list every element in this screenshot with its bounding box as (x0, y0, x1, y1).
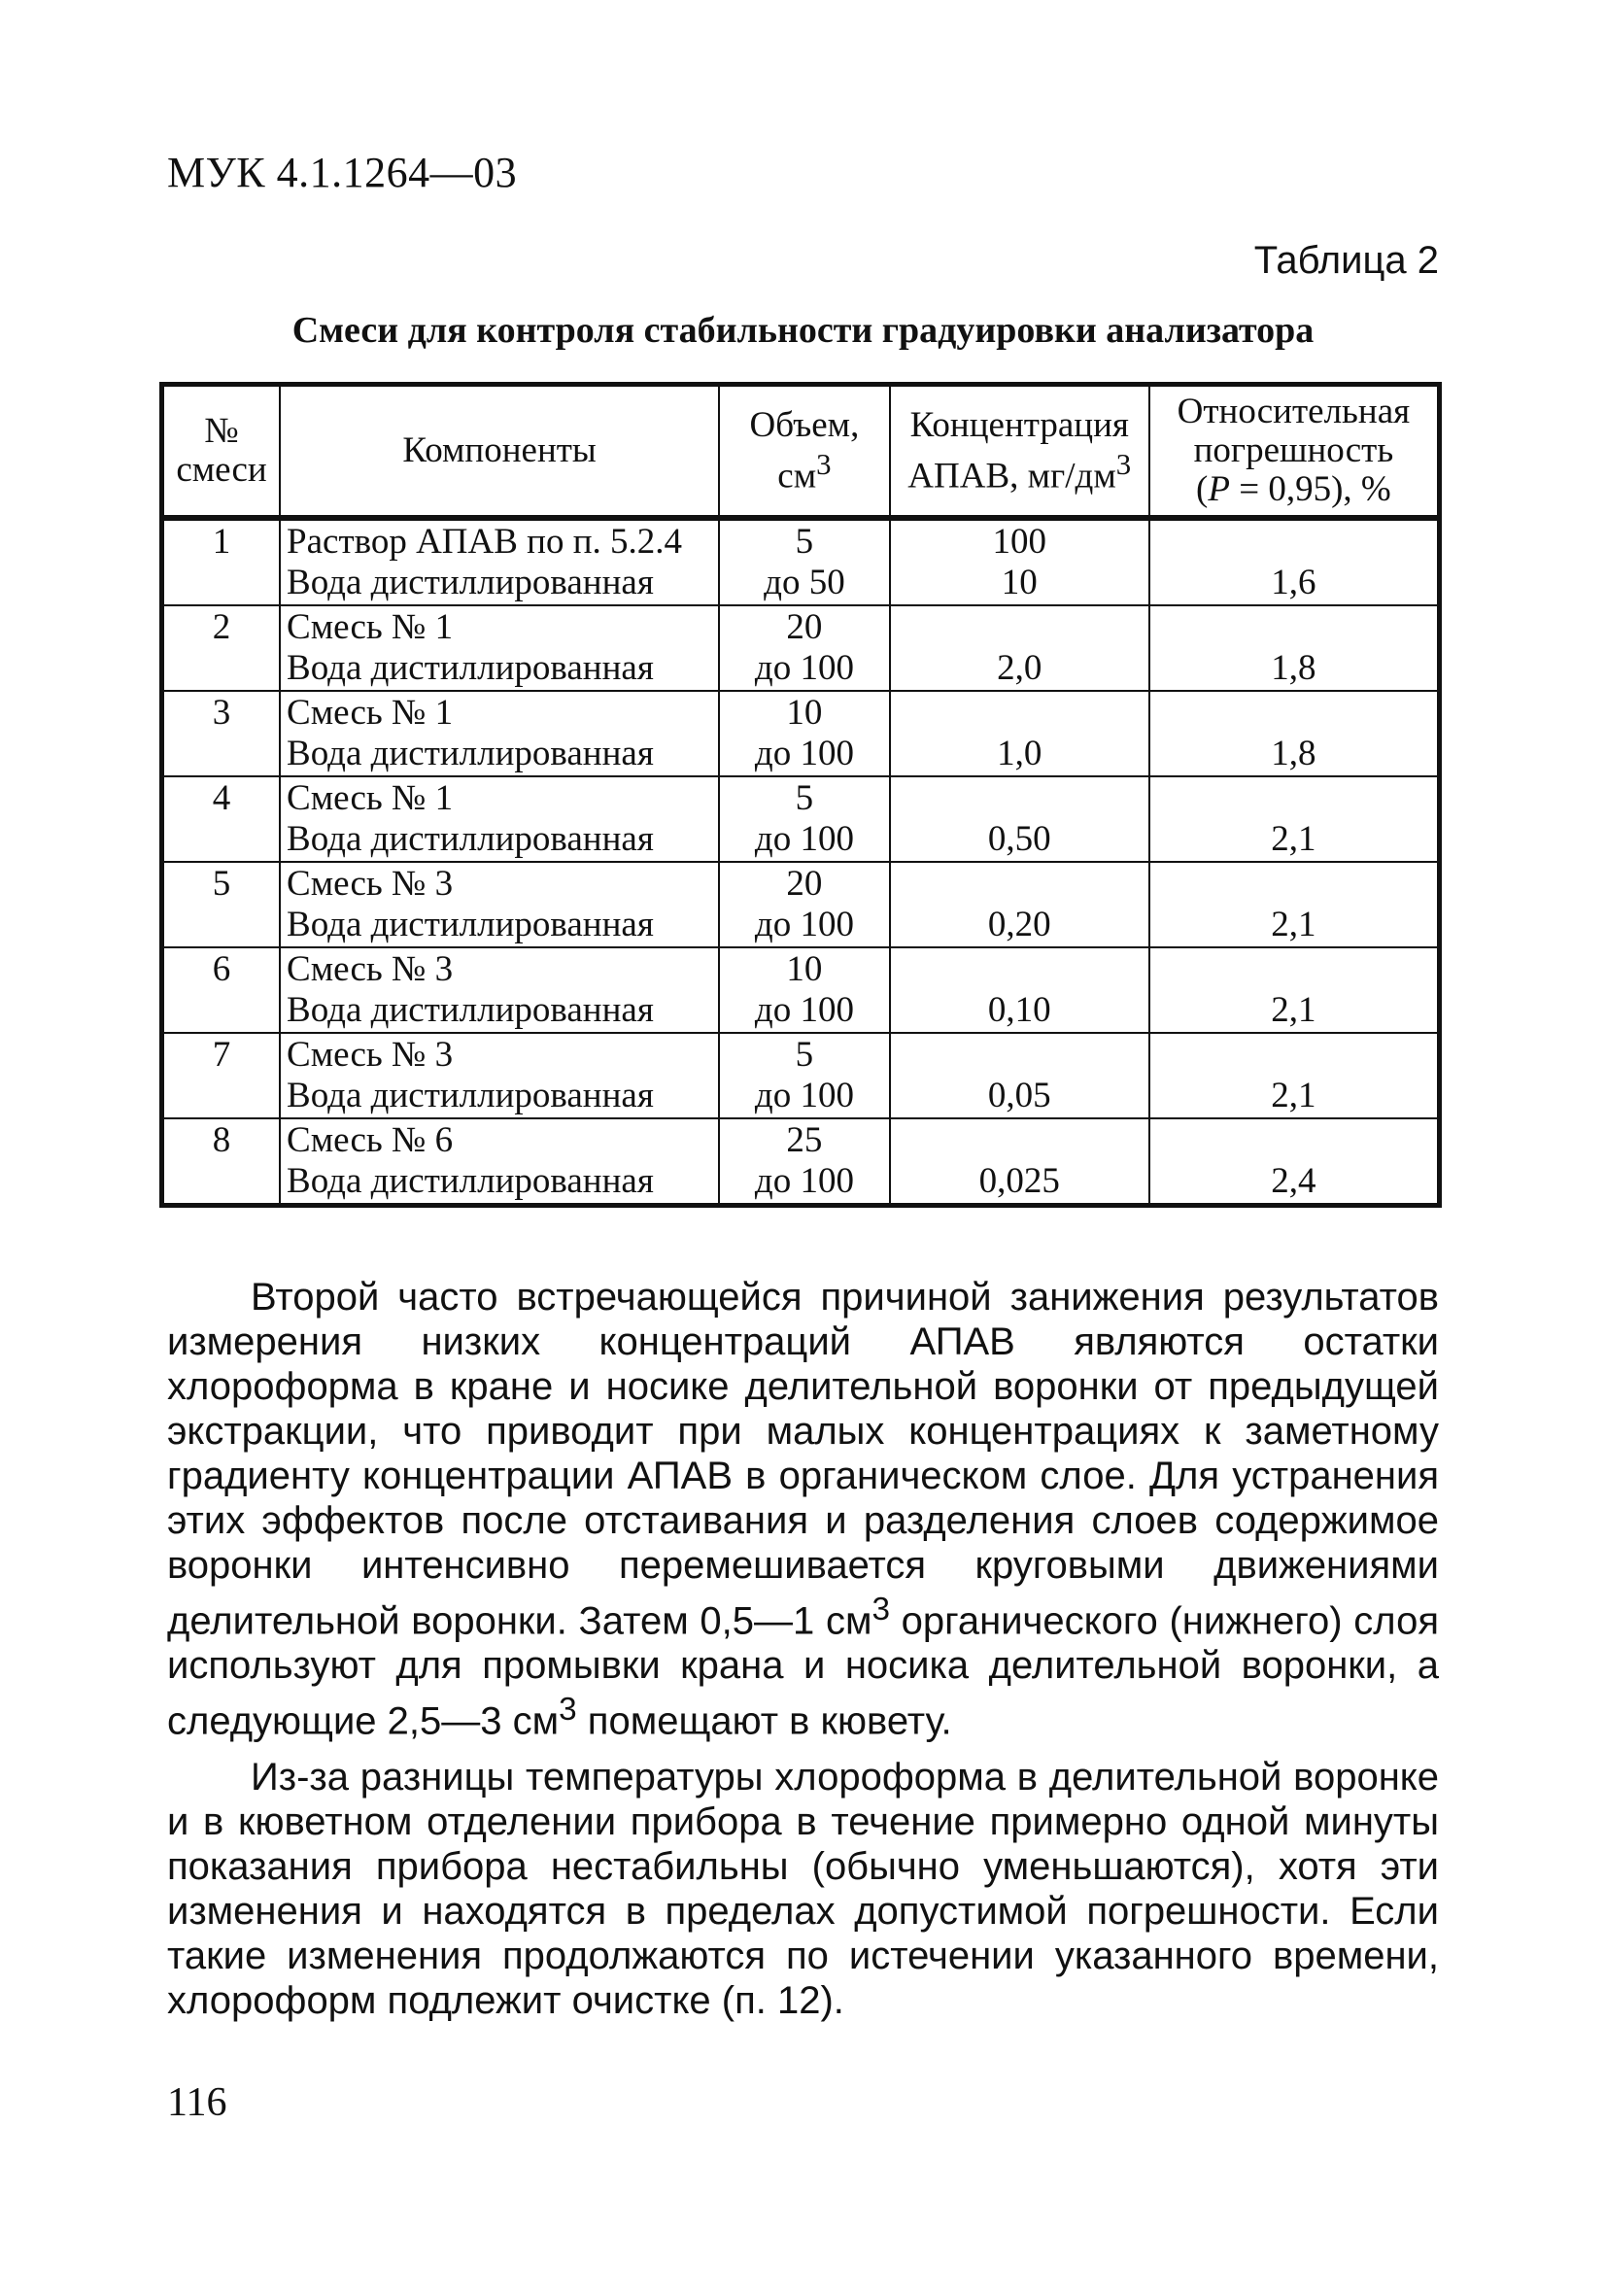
cell-components (280, 862, 719, 947)
cell-concentration-conc2: 1,0 (997, 734, 1042, 773)
table-row (162, 605, 1440, 691)
cell-components (280, 691, 719, 776)
cell-concentration (890, 691, 1149, 776)
cell-mixture-number (162, 1033, 281, 1118)
cell-volume-vol2: до 100 (754, 905, 854, 944)
cell-concentration (890, 1118, 1149, 1206)
cell-components (280, 1118, 719, 1206)
page-number: 116 (167, 2080, 227, 2125)
cell-concentration (890, 518, 1149, 605)
cell-components-comp1: Раствор АПАВ по п. 5.2.4 (287, 522, 683, 562)
table-header-row (162, 385, 1440, 519)
cell-relative-error (1149, 776, 1440, 862)
cell-relative-error (1149, 605, 1440, 691)
cell-mixture-number (162, 862, 281, 947)
header-relative-error: Относительная погрешность (P = 0,95), % (1149, 385, 1440, 519)
cell-concentration-conc2: 2,0 (997, 648, 1042, 688)
paragraph-2: Из-за разницы температуры хлороформа в делительной воронке и в кюветном отделении прибора в течение примерно одной минуты показания прибора нестабильны (обычно уменьшаются), хотя эти изменения и находятся в пределах допустимой погрешности. Если такие изменения продолжаются по истечении указанного времени, хлороформ подлежит очистке (п. 12). (167, 1756, 1439, 2022)
cell-volume (719, 1033, 890, 1118)
cell-concentration-conc2: 0,05 (987, 1076, 1051, 1115)
cell-concentration-conc2: 0,50 (987, 819, 1051, 859)
cell-components-comp1: Смесь № 6 (287, 1120, 454, 1160)
mixtures-table (159, 382, 1442, 1208)
cell-relative-error-err: 2,4 (1271, 1161, 1316, 1201)
cell-mixture-number-num: 6 (212, 949, 231, 989)
table-row (162, 947, 1440, 1033)
cell-components-comp2: Вода дистиллированная (287, 990, 654, 1030)
cell-relative-error-blank (1156, 522, 1431, 563)
cell-volume-vol1: 5 (795, 778, 814, 818)
cell-volume (719, 691, 890, 776)
paragraph-1: Второй часто встречающейся причиной занижения результатов измерения низких концентраций АПАВ являются остатки хлороформа в кране и носике делительной воронки от предыдущей экстракции, что приводит при малых концентрациях к заметному градиенту концентрации АПАВ в органическом слое. Для устранения этих эффектов после отстаивания и разделения слоев содержимое воронки интенсивно перемешивается круговыми движениями делительной воронки. Затем 0,5—1 $см^3$ органического (нижнего) слоя используют для промывки крана и носика делительной воронки, а следующие 2,5—3 $см^3$ помещают в кювету. (167, 1276, 1439, 1743)
cell-mixture-number (162, 947, 281, 1033)
cell-relative-error (1149, 691, 1440, 776)
cell-relative-error (1149, 862, 1440, 947)
header-volume: Объем, $см^3$ (719, 385, 890, 519)
table-body (162, 518, 1440, 1206)
cell-volume-vol1: 25 (786, 1120, 823, 1160)
cell-relative-error-blank (1156, 778, 1431, 819)
cell-volume (719, 862, 890, 947)
cell-concentration-conc1 (897, 607, 1143, 648)
cell-components-comp1: Смесь № 3 (287, 1035, 454, 1075)
table-row (162, 862, 1440, 947)
cell-concentration-conc1 (897, 949, 1143, 990)
table-title: Смеси для контроля стабильности градуировки анализатора (291, 310, 1315, 351)
cell-volume-vol1: 5 (795, 1035, 814, 1075)
cell-volume-vol2: до 100 (754, 648, 854, 688)
cell-components-comp2: Вода дистиллированная (287, 734, 654, 773)
cell-volume-vol1: 20 (786, 607, 823, 647)
cell-volume-vol1: 10 (786, 949, 823, 989)
cell-mixture-number-num: 2 (212, 607, 231, 647)
cell-concentration-conc1 (897, 778, 1143, 819)
cell-volume-vol2: до 100 (754, 819, 854, 859)
cell-components-comp1: Смесь № 1 (287, 778, 454, 818)
table-row (162, 518, 1440, 605)
cell-components-comp2: Вода дистиллированная (287, 905, 654, 944)
document-code: МУК 4.1.1264—03 (167, 149, 518, 196)
cell-volume-vol2: до 50 (764, 563, 845, 602)
cell-components (280, 947, 719, 1033)
cell-relative-error-err: 2,1 (1271, 1076, 1316, 1115)
cell-volume-vol1: 20 (786, 864, 823, 904)
cell-mixture-number-num: 3 (212, 693, 231, 733)
cell-relative-error-blank (1156, 1035, 1431, 1076)
cell-mixture-number-num: 8 (212, 1120, 231, 1160)
cell-relative-error-err: 1,8 (1271, 648, 1316, 688)
cell-relative-error-blank (1156, 607, 1431, 648)
cell-components-comp2: Вода дистиллированная (287, 648, 654, 688)
cell-mixture-number-num: 7 (212, 1035, 231, 1075)
cell-concentration-conc2: 0,20 (987, 905, 1051, 944)
cell-components-comp1: Смесь № 1 (287, 693, 454, 733)
cell-concentration-conc1 (897, 1120, 1143, 1161)
cell-mixture-number (162, 776, 281, 862)
cell-components-comp1: Смесь № 3 (287, 949, 454, 989)
cell-volume-vol2: до 100 (754, 734, 854, 773)
cell-components (280, 776, 719, 862)
cell-concentration (890, 862, 1149, 947)
cell-relative-error (1149, 1118, 1440, 1206)
cell-mixture-number-num: 4 (212, 778, 231, 818)
cell-components-comp1: Смесь № 3 (287, 864, 454, 904)
cell-concentration (890, 1033, 1149, 1118)
cell-relative-error (1149, 518, 1440, 605)
cell-relative-error-blank (1156, 949, 1431, 990)
header-components: Компоненты (280, 385, 719, 519)
cell-volume-vol1: 10 (786, 693, 823, 733)
cell-mixture-number (162, 518, 281, 605)
cell-relative-error (1149, 1033, 1440, 1118)
cell-relative-error-blank (1156, 1120, 1431, 1161)
table-row (162, 1118, 1440, 1206)
cell-concentration-conc1: 100 (992, 522, 1046, 562)
cell-concentration (890, 605, 1149, 691)
header-concentration: Концентрация АПАВ, $мг/дм^3$ (890, 385, 1149, 519)
cell-components (280, 518, 719, 605)
cell-concentration (890, 947, 1149, 1033)
cell-concentration-conc1 (897, 693, 1143, 734)
cell-concentration-conc1 (897, 1035, 1143, 1076)
table-row (162, 776, 1440, 862)
cell-components-comp2: Вода дистиллированная (287, 819, 654, 859)
cell-mixture-number-num: 1 (212, 522, 231, 562)
cell-concentration-conc2: 10 (1001, 563, 1038, 602)
cell-mixture-number (162, 1118, 281, 1206)
cell-relative-error-err: 1,8 (1271, 734, 1316, 773)
cell-volume (719, 947, 890, 1033)
cell-components (280, 1033, 719, 1118)
cell-volume (719, 518, 890, 605)
cell-components-comp2: Вода дистиллированная (287, 563, 654, 602)
cell-components-comp1: Смесь № 1 (287, 607, 454, 647)
cell-relative-error-blank (1156, 693, 1431, 734)
cell-concentration-conc2: 0,025 (978, 1161, 1060, 1201)
table-row (162, 1033, 1440, 1118)
cell-volume (719, 605, 890, 691)
cell-volume-vol1: 5 (795, 522, 814, 562)
cell-components-comp2: Вода дистиллированная (287, 1161, 654, 1201)
cell-mixture-number-num: 5 (212, 864, 231, 904)
header-mixture-number: № смеси (162, 385, 281, 519)
cell-mixture-number (162, 605, 281, 691)
cell-relative-error-err: 1,6 (1271, 563, 1316, 602)
cell-relative-error (1149, 947, 1440, 1033)
cell-volume (719, 1118, 890, 1206)
table-row (162, 691, 1440, 776)
cell-volume-vol2: до 100 (754, 1076, 854, 1115)
cell-relative-error-blank (1156, 864, 1431, 905)
cell-volume-vol2: до 100 (754, 1161, 854, 1201)
cell-components (280, 605, 719, 691)
table-label: Таблица 2 (1253, 239, 1439, 282)
cell-concentration-conc1 (897, 864, 1143, 905)
cell-components-comp2: Вода дистиллированная (287, 1076, 654, 1115)
cell-concentration (890, 776, 1149, 862)
cell-mixture-number (162, 691, 281, 776)
cell-concentration-conc2: 0,10 (987, 990, 1051, 1030)
cell-relative-error-err: 2,1 (1271, 819, 1316, 859)
cell-volume (719, 776, 890, 862)
cell-relative-error-err: 2,1 (1271, 905, 1316, 944)
cell-relative-error-err: 2,1 (1271, 990, 1316, 1030)
cell-volume-vol2: до 100 (754, 990, 854, 1030)
